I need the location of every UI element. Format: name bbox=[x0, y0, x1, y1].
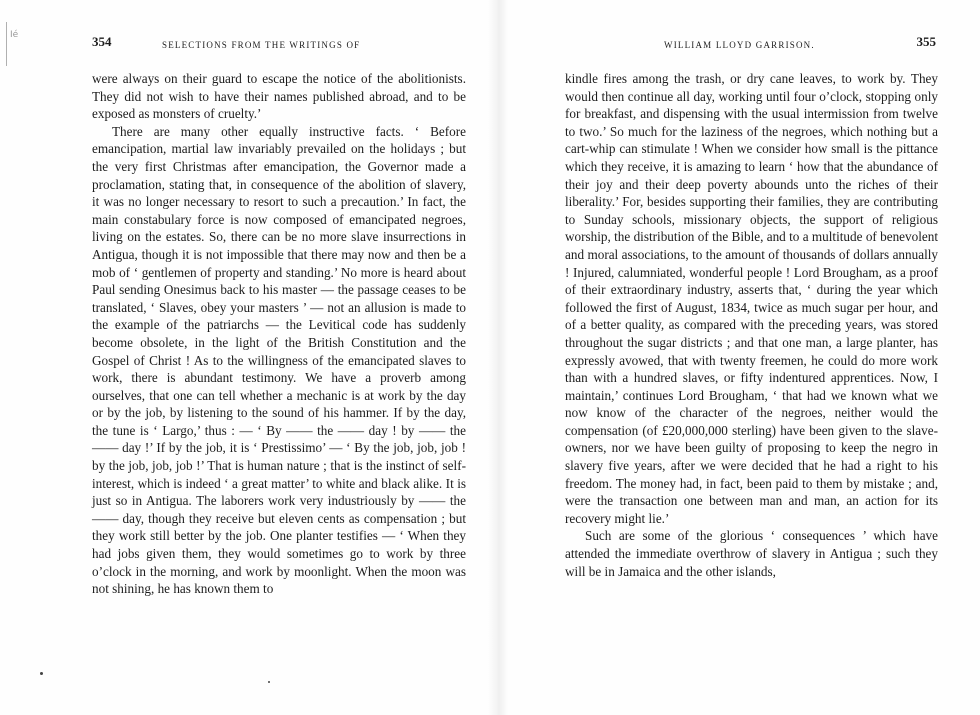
right-page bbox=[490, 0, 980, 715]
left-paragraph-2: There are many other equally instructive facts. ‘ Before emancipation, martial law invariably prevailed on the holidays ; but the very first Christmas after emancipation, the Governor made a proclamation, stating that, in consequence of the abolition of slavery, it was no longer necessary to resort to such a precaution.’ In fact, the main constabulary force is now composed of emancipated negroes, living on the estates. So, there can be no more slave insurrections in Antigua, though it is not impossible that there may now and then be a mob of ‘ gentlemen of property and standing.’ No more is heard about Paul sending Onesimus back to his master — the passage ceases to be translated, ‘ Slaves, obey your masters ’ — not an allusion is made to the example of the patriarchs — the Levitical code has suddenly become obsolete, in the light of the British Constitution and the Gospel of Christ ! As to the willingness of the emancipated slaves to work, there is abundant testimony. We have a proverb among ourselves, that one can tell whether a mechanic is at work by the day or by the job, by listening to the sound of his hammer. If by the day, the tune is ‘ Largo,’ thus : — ‘ By —— the —— day ! by —— the —— day !’ If by the job, it is ‘ Prestissimo’ — ‘ By the job, job, job ! by the job, job, job !’ That is human nature ; that is the instinct of self-interest, which is indeed ‘ a great matter’ to white and black alike. It is just so in Antigua. The laborers work very industriously by —— the —— day, though they receive but eleven cents as compensation ; but they work still better by the job. One planter testifies — ‘ When they had jobs given them, they would sometimes go to work by three o’clock in the morning, and work by moonlight. When the moon was not shining, he has known them to bbox=[92, 123, 466, 597]
ink-speck bbox=[268, 681, 270, 683]
left-body-text bbox=[92, 70, 466, 598]
margin-mark: Ié bbox=[6, 22, 21, 66]
left-running-head: SELECTIONS FROM THE WRITINGS OF bbox=[162, 40, 361, 50]
ink-speck bbox=[40, 672, 43, 675]
left-paragraph-1: were always on their guard to escape the notice of the abolitionists. They did not wish to have their names published abroad, and to be exposed as monsters of cruelty.’ bbox=[92, 71, 466, 122]
right-paragraph-2: Such are some of the glorious ‘ consequences ’ which have attended the immediate overthrow of slavery in Antigua ; such they will be in Jamaica and the other islands, bbox=[565, 528, 938, 579]
right-body-text bbox=[565, 70, 938, 580]
left-page-number: 354 bbox=[92, 34, 112, 49]
right-running-head: WILLIAM LLOYD GARRISON. bbox=[664, 40, 815, 50]
right-paragraph-1: kindle fires among the trash, or dry cane leaves, to work by. They would then continue all day, working until four o’clock, stopping only for breakfast, and dispensing with the usual intermission from twelve to two.’ So much for the laziness of the negroes, which nothing but a cart-whip can stimulate ! When we consider how small is the pittance which they receive, it is amazing to learn ‘ how that the abundance of their joy and their deep poverty abounds unto the riches of their liberality.’ For, besides supporting their families, they are contributing to Sunday schools, missionary objects, the support of religious worship, the distribution of the Bible, and to a multitude of benevolent and moral associations, to the amount of thousands of dollars annually ! Injured, calumniated, wonderful people ! Lord Brougham, as a proof of their extraordinary industry, asserts that, ‘ during the year which followed the first of August, 1834, twice as much sugar per hour, and of a better quality, as compared with the preceding years, was stored throughout the sugar districts ; and that one man, a large planter, has expressly avowed, that with twenty freemen, he could do more work than with a hundred slaves, or fifty indentured apprentices. Now, I maintain,’ continues Lord Brougham, ‘ that had we known what we now know of the character of the negroes, neither would the compensation (of £20,000,000 sterling) have been given to the slave-owners, nor we have been guilty of proposing to keep the negro in slavery five years, after we were decided that he had a right to his freedom. The money had, in fact, been paid to them by mistake ; and, were the transaction one between man and man, an action for its recovery might lie.’ bbox=[565, 71, 938, 526]
right-page-number: 355 bbox=[916, 34, 936, 49]
